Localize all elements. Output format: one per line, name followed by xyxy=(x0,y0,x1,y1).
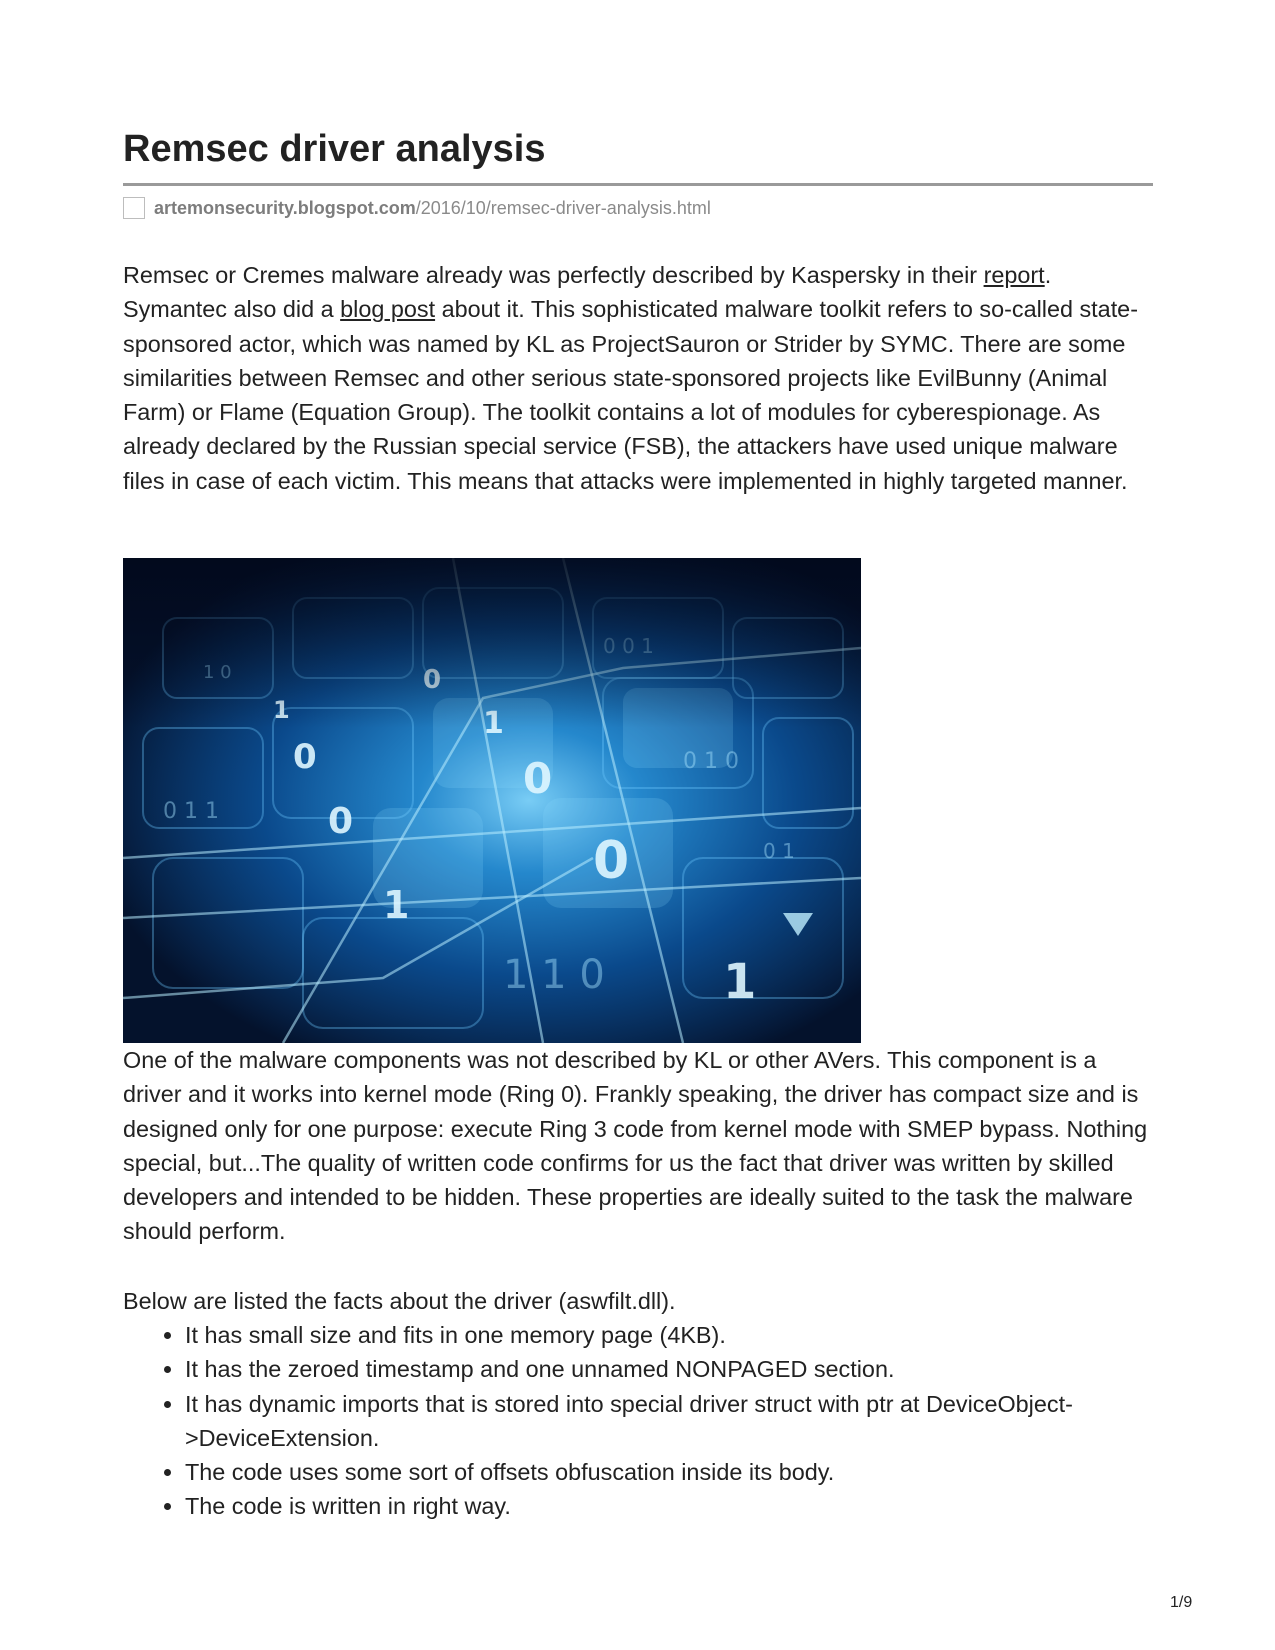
page-number: 1/9 xyxy=(1170,1594,1193,1611)
source-path: /2016/10/remsec-driver-analysis.html xyxy=(415,197,711,218)
blog-post-link[interactable]: blog post xyxy=(340,296,436,323)
facts-intro: Below are listed the facts about the driver (aswfilt.dll). xyxy=(123,1288,676,1314)
binary-circuit-image xyxy=(123,558,861,1043)
source-url[interactable] xyxy=(154,198,711,219)
driver-description-paragraph: One of the malware components was not described by KL or other AVers. This component is a driver and it works into kernel mode (Ring 0). Frankly speaking, the driver has compact size and is designed only for one purpose: execute Ring 3 code from kernel mode with SMEP bypass. Nothing special, but...The quality of written code confirms for us the fact that driver was written by skilled developers and intended to be hidden. These properties are ideally suited to the task the malware should perform. xyxy=(123,1047,1148,1245)
source-link-row[interactable] xyxy=(123,195,711,221)
article-title: Remsec driver analysis xyxy=(123,128,546,170)
list-item: • It has the zeroed timestamp and one unnamed NONPAGED section. xyxy=(185,1352,1153,1386)
source-domain: artemonsecurity.blogspot.com xyxy=(154,197,416,218)
intro-text-2: . Symantec also did a xyxy=(123,262,1052,323)
intro-paragraph xyxy=(123,258,1153,498)
title-divider xyxy=(123,183,1153,186)
list-item: • It has small size and fits in one memory page (4KB). xyxy=(185,1318,1153,1352)
facts-list xyxy=(123,1318,1153,1524)
intro-text-3: about it. This sophisticated malware toolkit refers to so-called state-sponsored actor, which was named by KL as ProjectSauron or Strider by SYMC. There are some similarities between Remsec and other serious state-sponsored projects like EvilBunny (Animal Farm) or Flame (Equation Group). The toolkit contains a lot of modules for cyberespionage. As already declared by the Russian special service (FSB), the attackers have used unique malware files in case of each victim. This means that attacks were implemented in highly targeted manner. xyxy=(123,296,1138,494)
report-link[interactable]: report xyxy=(983,262,1045,288)
favicon-placeholder-icon xyxy=(123,197,145,219)
list-item: • It has dynamic imports that is stored into special driver struct with ptr at DeviceObject->DeviceExtension. xyxy=(185,1387,1153,1456)
list-item: • The code is written in right way. xyxy=(185,1489,1153,1523)
intro-text-1: Remsec or Cremes malware already was perfectly described by Kaspersky in their xyxy=(123,262,984,288)
binary-circuit-illustration xyxy=(123,558,861,1043)
list-item: • The code uses some sort of offsets obfuscation inside its body. xyxy=(185,1455,1153,1489)
